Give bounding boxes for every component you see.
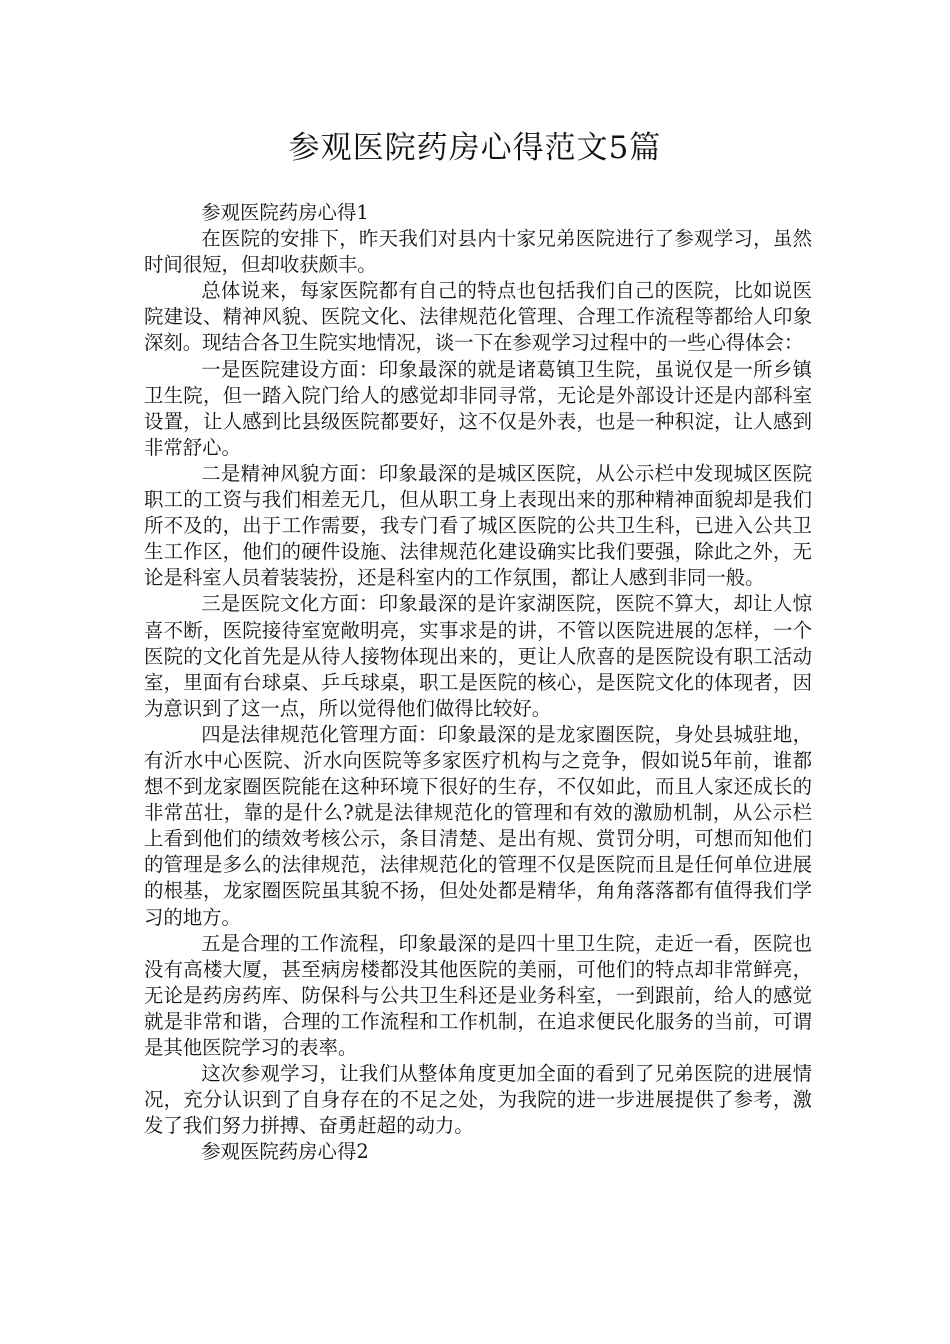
paragraph-workflow: 五是合理的工作流程，印象最深的是四十里卫生院，走近一看，医院也没有高楼大厦，甚至病房楼都没其他医院的美丽，可他们的特点却非常鲜亮，无论是药房药库、防保科与公共卫生科还是业务科室，一到跟前，给人的感觉就是非常和谐，合理的工作流程和工作机制，在追求便民化服务的当前，可谓是其他医院学习的表率。 bbox=[144, 931, 812, 1059]
document-title: 参观医院药房心得范文5篇 bbox=[288, 130, 662, 166]
paragraph-overview: 总体说来，每家医院都有自己的特点也包括我们自己的医院，比如说医院建设、精神风貌、医院文化、法律规范化管理、合理工作流程等都给人印象深刻。现结合各卫生院实地情况，谈一下在参观学习过程中的一些心得体会： bbox=[144, 279, 812, 355]
document-body bbox=[144, 200, 812, 1165]
section-heading-1: 参观医院药房心得1 bbox=[201, 201, 369, 224]
paragraph-conclusion: 这次参观学习，让我们从整体角度更加全面的看到了兄弟医院的进展情况，充分认识到了自身存在的不足之处，为我院的进一步进展提供了参考，激发了我们努力拼搏、奋勇赶超的动力。 bbox=[144, 1062, 812, 1138]
paragraph-construction: 一是医院建设方面：印象最深的就是诸葛镇卫生院，虽说仅是一所乡镇卫生院，但一踏入院门给人的感觉却非同寻常，无论是外部设计还是内部科室设置，让人感到比县级医院都要好，这不仅是外表，也是一种积淀，让人感到非常舒心。 bbox=[144, 357, 812, 459]
paragraph-management: 四是法律规范化管理方面：印象最深的是龙家圈医院，身处县城驻地，有沂水中心医院、沂水向医院等多家医疗机构与之竞争，假如说5年前，谁都想不到龙家圈医院能在这种环境下很好的生存，不仅如此，而且人家还成长的非常茁壮，靠的是什么?就是法律规范化的管理和有效的激励机制，从公示栏上看到他们的绩效考核公示，条目清楚、是出有规、赏罚分明，可想而知他们的管理是多么的法律规范，法律规范化的管理不仅是医院而且是任何单位进展的根基，龙家圈医院虽其貌不扬，但处处都是精华，角角落落都有值得我们学习的地方。 bbox=[144, 722, 812, 929]
paragraph-intro: 在医院的安排下，昨天我们对县内十家兄弟医院进行了参观学习，虽然时间很短，但却收获颇丰。 bbox=[144, 227, 812, 277]
paragraph-culture: 三是医院文化方面：印象最深的是许家湖医院，医院不算大，却让人惊喜不断，医院接待室宽敞明亮，实事求是的讲，不管以医院进展的怎样，一个医院的文化首先是从待人接物体现出来的，更让人欣喜的是医院设有职工活动室，里面有台球桌、乒乓球桌，职工是医院的核心，是医院文化的体现者，因为意识到了这一点，所以觉得他们做得比较好。 bbox=[144, 592, 812, 720]
paragraph-spirit: 二是精神风貌方面：印象最深的是城区医院，从公示栏中发现城区医院职工的工资与我们相差无几，但从职工身上表现出来的那种精神面貌却是我们所不及的，出于工作需要，我专门看了城区医院的公共卫生科，已进入公共卫生工作区，他们的硬件设施、法律规范化建设确实比我们要强，除此之外，无论是科室人员着装装扮，还是科室内的工作氛围，都让人感到非同一般。 bbox=[144, 461, 812, 590]
section-heading-2: 参观医院药房心得2 bbox=[201, 1140, 369, 1164]
